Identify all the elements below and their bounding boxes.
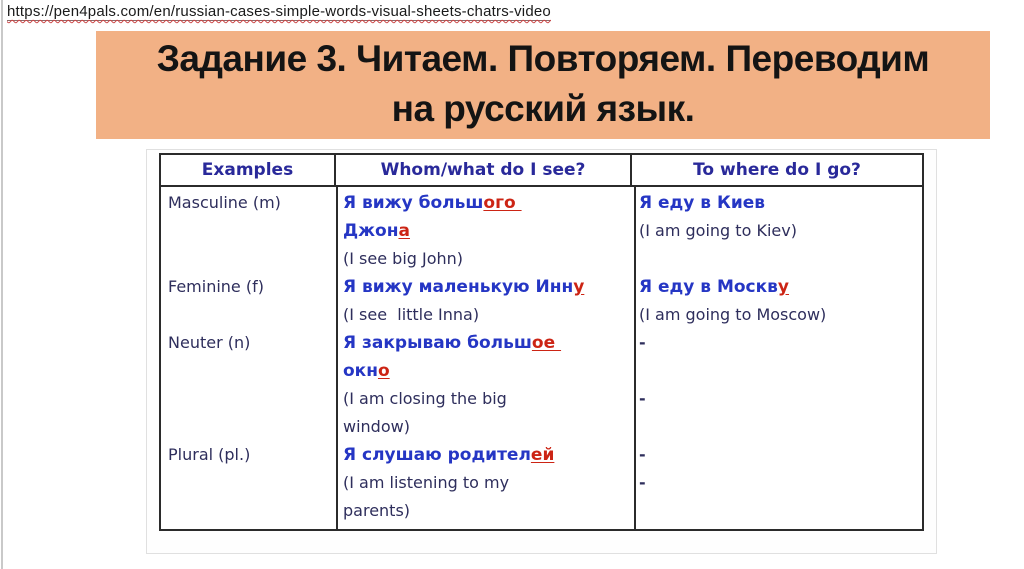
table-text-line <box>639 385 918 413</box>
text-segment: - <box>639 389 646 408</box>
table-body <box>161 187 922 529</box>
table-row <box>161 441 922 525</box>
column-header-2: Whom/what do I see? <box>336 155 632 185</box>
examples-cell <box>161 329 336 441</box>
case-ending-highlight: у <box>573 277 585 297</box>
table-text-line <box>343 441 628 469</box>
see-cell <box>336 273 632 329</box>
table-text-line <box>639 189 918 217</box>
text-segment: - <box>639 333 646 352</box>
table-text-line <box>639 217 918 245</box>
see-cell <box>336 441 632 525</box>
title-line-2: на русский язык. <box>391 88 695 129</box>
text-segment: window) <box>343 417 410 436</box>
column-divider-2 <box>634 187 636 529</box>
case-ending-highlight: а <box>398 221 410 241</box>
text-segment: (I am closing the big <box>343 389 507 408</box>
table-text-line <box>639 301 918 329</box>
examples-cell <box>161 441 336 525</box>
table-text-line <box>343 385 628 413</box>
text-segment: (I am going to Moscow) <box>639 305 827 324</box>
examples-cell <box>161 189 336 273</box>
table-text-line <box>343 245 628 273</box>
cases-table <box>159 153 924 531</box>
table-row <box>161 273 922 329</box>
go-cell <box>632 189 922 273</box>
text-segment: parents) <box>343 501 411 520</box>
column-divider-1 <box>336 187 338 529</box>
case-ending-highlight: ей <box>530 445 555 465</box>
table-text-line <box>639 413 918 441</box>
title-line-1: Задание 3. Читаем. Повторяем. Переводим <box>156 38 930 79</box>
text-segment: (I am going to Kiev) <box>639 221 797 240</box>
go-cell <box>632 329 922 441</box>
table-text-line <box>343 273 628 301</box>
case-ending-highlight: ого <box>483 193 522 213</box>
see-cell <box>336 329 632 441</box>
table-text-line <box>639 273 918 301</box>
text-segment: Plural (pl.) <box>168 445 251 464</box>
page-url-text: https://pen4pals.com/en/russian-cases-simple-words-visual-sheets-chatrs-video <box>7 3 551 20</box>
text-segment: Neuter (n) <box>168 333 251 352</box>
table-text-line <box>343 329 628 357</box>
table-row <box>161 329 922 441</box>
text-segment: - <box>639 445 646 464</box>
examples-cell <box>161 273 336 329</box>
see-cell <box>336 189 632 273</box>
table-text-line <box>639 329 918 357</box>
table-text-line <box>343 189 628 217</box>
text-segment: окн <box>343 361 378 381</box>
text-segment: Я закрываю больш <box>343 333 532 353</box>
table-text-line <box>639 469 918 497</box>
text-segment: Я еду в Киев <box>639 193 766 213</box>
title-banner <box>96 31 990 139</box>
text-segment: Я вижу маленькую Инн <box>343 277 574 297</box>
table-image-frame <box>146 149 937 554</box>
column-header-1: Examples <box>161 155 336 185</box>
text-segment: (I see little Inna) <box>343 305 480 324</box>
text-segment: (I see big John) <box>343 249 464 268</box>
text-segment: (I am listening to my <box>343 473 510 492</box>
text-segment: - <box>639 473 646 492</box>
table-header-row <box>161 155 922 187</box>
case-ending-highlight: ое <box>531 333 562 353</box>
table-text-line <box>343 357 628 385</box>
column-header-3: To where do I go? <box>693 160 861 180</box>
text-segment: Я вижу больш <box>343 193 484 213</box>
table-text-line <box>343 217 628 245</box>
go-cell <box>632 273 922 329</box>
go-cell <box>632 441 922 525</box>
table-text-line <box>168 273 332 301</box>
table-text-line <box>343 497 628 525</box>
text-segment: Masculine (m) <box>168 193 281 212</box>
table-text-line <box>168 329 332 357</box>
case-ending-highlight: у <box>777 277 790 297</box>
case-ending-highlight: о <box>377 361 390 381</box>
table-text-line <box>343 469 628 497</box>
page-url-link[interactable] <box>7 3 551 21</box>
table-text-line <box>168 189 332 217</box>
text-segment: Feminine (f) <box>168 277 264 296</box>
table-text-line <box>639 441 918 469</box>
table-text-line <box>343 301 628 329</box>
table-text-line <box>168 441 332 469</box>
text-segment: Я слушаю родител <box>343 445 531 465</box>
table-row <box>161 189 922 273</box>
text-segment: Я еду в Москв <box>639 277 778 297</box>
table-text-line <box>343 413 628 441</box>
text-segment: Джон <box>343 221 399 241</box>
table-text-line <box>639 357 918 385</box>
slide-left-edge <box>1 0 3 569</box>
